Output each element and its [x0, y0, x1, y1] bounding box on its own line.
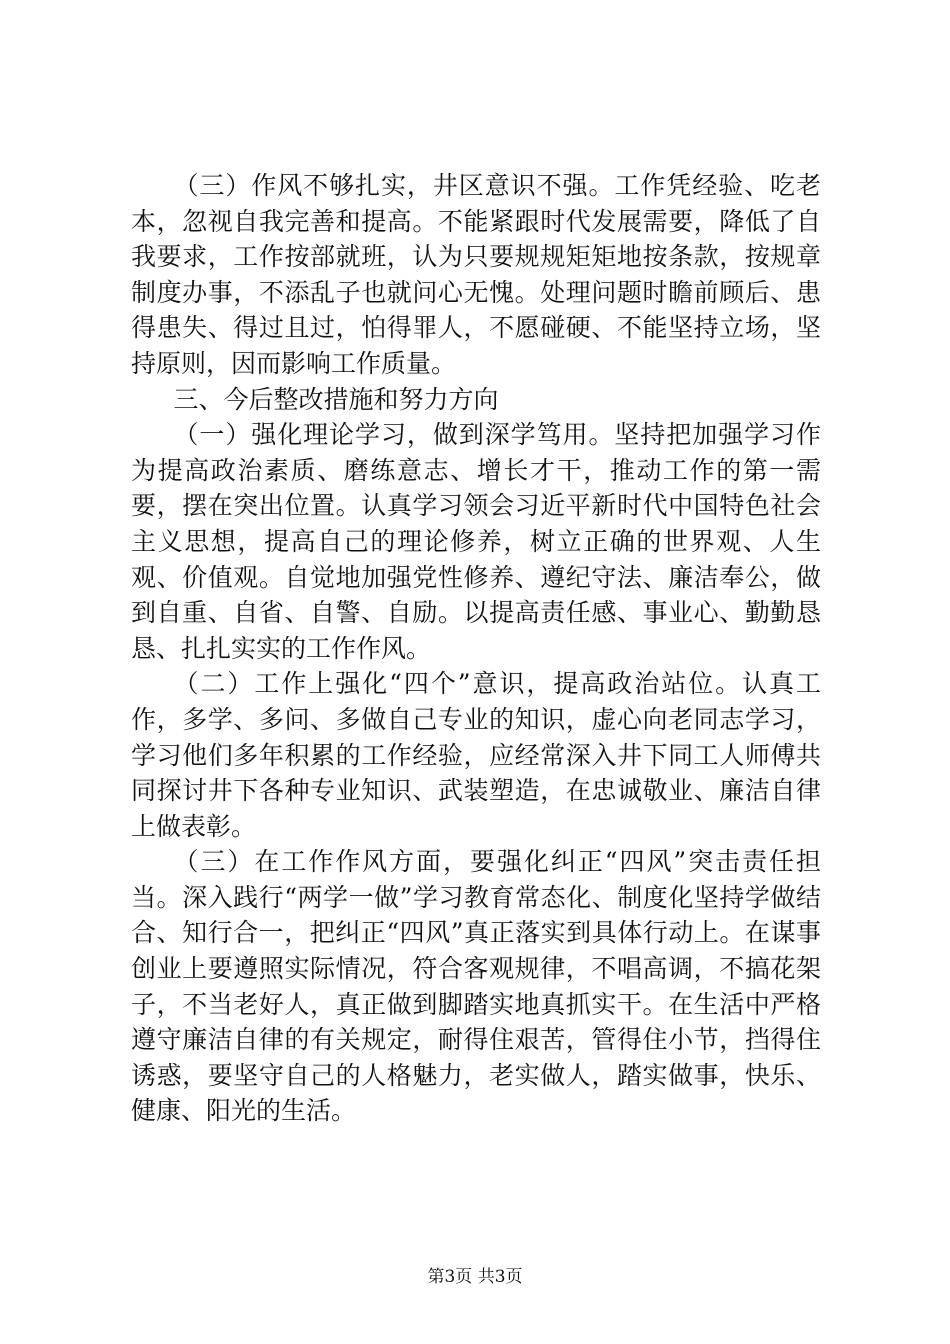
paragraph-theory-study: （一）强化理论学习，做到深学笃用。坚持把加强学习作为提高政治素质、磨练意志、增长才干，推动工作的第一需要，摆在突出位置。认真学习领会习近平新时代中国特色社会主义思想，提高自己的理论修养，树立正确的世界观、人生观、价值观。自觉地加强党性修养、遵纪守法、廉洁奉公，做到自重、自省、自警、自励。以提高责任感、事业心、勤勤恳恳、扎扎实实的工作作风。	[131, 420, 821, 663]
section-heading-rectification: 三、今后整改措施和努力方向	[173, 384, 499, 414]
paragraph-work-style: （三）在工作作风方面，要强化纠正“四风”突击责任担当。深入践行“两学一做”学习教育常态化、制度化坚持学做结合、知行合一，把纠正“四风”真正落实到具体行动上。在谋事创业上要遵照实际情况，符合客观规律，不唱高调，不搞花架子，不当老好人，真正做到脚踏实地真抓实干。在生活中严格遵守廉洁自律的有关规定，耐得住艰苦，管得住小节，挡得住诱惑，要坚守自己的人格魅力，老实做人，踏实做事，快乐、健康、阳光的生活。	[131, 847, 821, 1126]
page-number-footer: 第3页 共3页	[427, 1267, 523, 1287]
document-body	[131, 168, 821, 1129]
paragraph-style-issue: （三）作风不够扎实，井区意识不强。工作凭经验、吃老本，忽视自我完善和提高。不能紧跟时代发展需要，降低了自我要求，工作按部就班，认为只要规规矩矩地按条款，按规章制度办事，不添乱子也就问心无愧。处理问题时瞻前顾后、患得患失、得过且过，怕得罪人，不愿碰硬、不能坚持立场，坚持原则，因而影响工作质量。	[131, 171, 821, 378]
paragraph-four-awareness: （二）工作上强化“四个”意识，提高政治站位。认真工作，多学、多问、多做自己专业的知识，虚心向老同志学习，学习他们多年积累的工作经验，应经常深入井下同工人师傅共同探讨井下各种专业知识、武装塑造，在忠诚敬业、廉洁自律上做表彰。	[131, 669, 821, 841]
